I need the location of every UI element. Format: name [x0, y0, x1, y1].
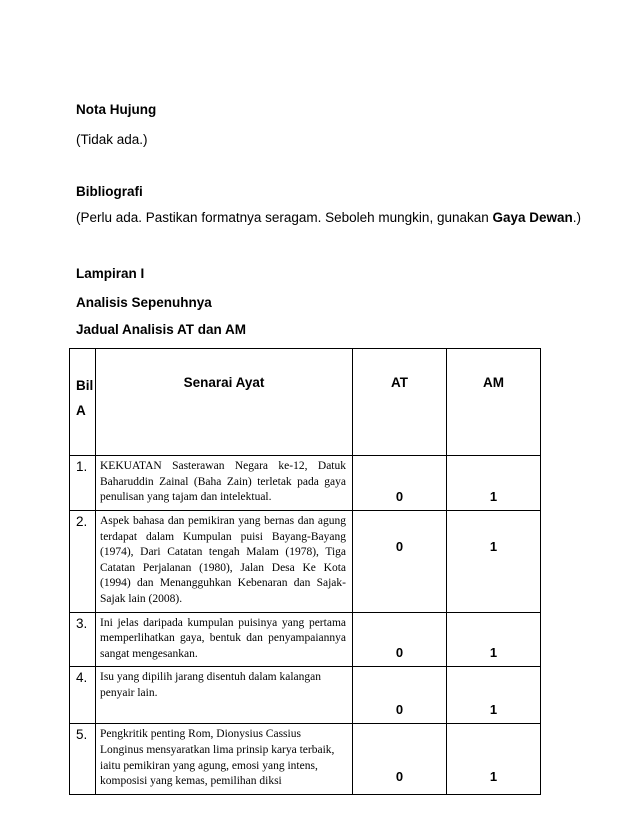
- row-at-value: 0: [353, 511, 447, 613]
- row-at-value: 0: [353, 612, 447, 667]
- row-number: 1.: [70, 456, 96, 511]
- bibliography-text-pre: (Perlu ada. Pastikan formatnya seragam. Seboleh mungkin, gunakan: [76, 210, 493, 225]
- endnotes-heading: Nota Hujung: [76, 102, 157, 117]
- row-at-value: 0: [353, 456, 447, 511]
- header-am: AM: [447, 349, 541, 456]
- analysis-table: [69, 348, 541, 795]
- table-heading: Jadual Analisis AT dan AM: [76, 322, 247, 337]
- bibliography-text-post: .): [572, 210, 582, 225]
- table-header-row: [70, 349, 541, 456]
- table-row: [70, 667, 541, 724]
- bibliography-style-name: Gaya Dewan: [492, 210, 573, 225]
- row-am-value: 1: [447, 667, 541, 724]
- row-ayat: Pengkritik penting Rom, Dionysius Cassius Longinus mensyaratkan lima prinsip karya terbaik, iaitu pemikiran yang agung, emosi yang intens, komposisi yang kemas, pemilihan diksi: [96, 724, 353, 794]
- row-number: 5.: [70, 724, 96, 794]
- row-am-value: 1: [447, 456, 541, 511]
- row-ayat: Ini jelas daripada kumpulan puisinya yang pertama memperlihatkan gaya, bentuk dan penyampaiannya sangat mengesankan.: [96, 612, 353, 667]
- table-row: [70, 511, 541, 613]
- row-am-value: 1: [447, 511, 541, 613]
- header-bil-line2: A: [76, 403, 86, 418]
- table-row: [70, 456, 541, 511]
- table-row: [70, 724, 541, 794]
- row-at-value: 0: [353, 724, 447, 794]
- row-am-value: 1: [447, 724, 541, 794]
- row-am-value: 1: [447, 612, 541, 667]
- row-ayat: Aspek bahasa dan pemikiran yang bernas dan agung terdapat dalam Kumpulan puisi Bayang-Bayang (1974), Dari Catatan tengah Malam (1978), Tiga Catatan Perjalanan (1980), Jalan Desa Ke Kota (1994) dan Menangguhkan Kebenaran dan Sajak-Sajak lain (2008).: [96, 511, 353, 613]
- bibliography-heading: Bibliografi: [76, 184, 143, 199]
- table-row: [70, 612, 541, 667]
- analysis-heading: Analisis Sepenuhnya: [76, 295, 212, 310]
- row-at-value: 0: [353, 667, 447, 724]
- row-number: 4.: [70, 667, 96, 724]
- header-bil-line1: Bil: [76, 378, 94, 393]
- row-number: 3.: [70, 612, 96, 667]
- appendix-heading: Lampiran I: [76, 266, 145, 281]
- endnotes-text: (Tidak ada.): [76, 132, 148, 147]
- row-ayat: Isu yang dipilih jarang disentuh dalam kalangan penyair lain.: [96, 667, 353, 724]
- row-number: 2.: [70, 511, 96, 613]
- bibliography-text: [76, 210, 581, 225]
- row-ayat: KEKUATAN Sasterawan Negara ke-12, Datuk Baharuddin Zainal (Baha Zain) terletak pada gaya penulisan yang tajam dan intelektual.: [96, 456, 353, 511]
- header-bil: [70, 349, 96, 456]
- header-senarai-ayat: Senarai Ayat: [96, 349, 353, 456]
- header-at: AT: [353, 349, 447, 456]
